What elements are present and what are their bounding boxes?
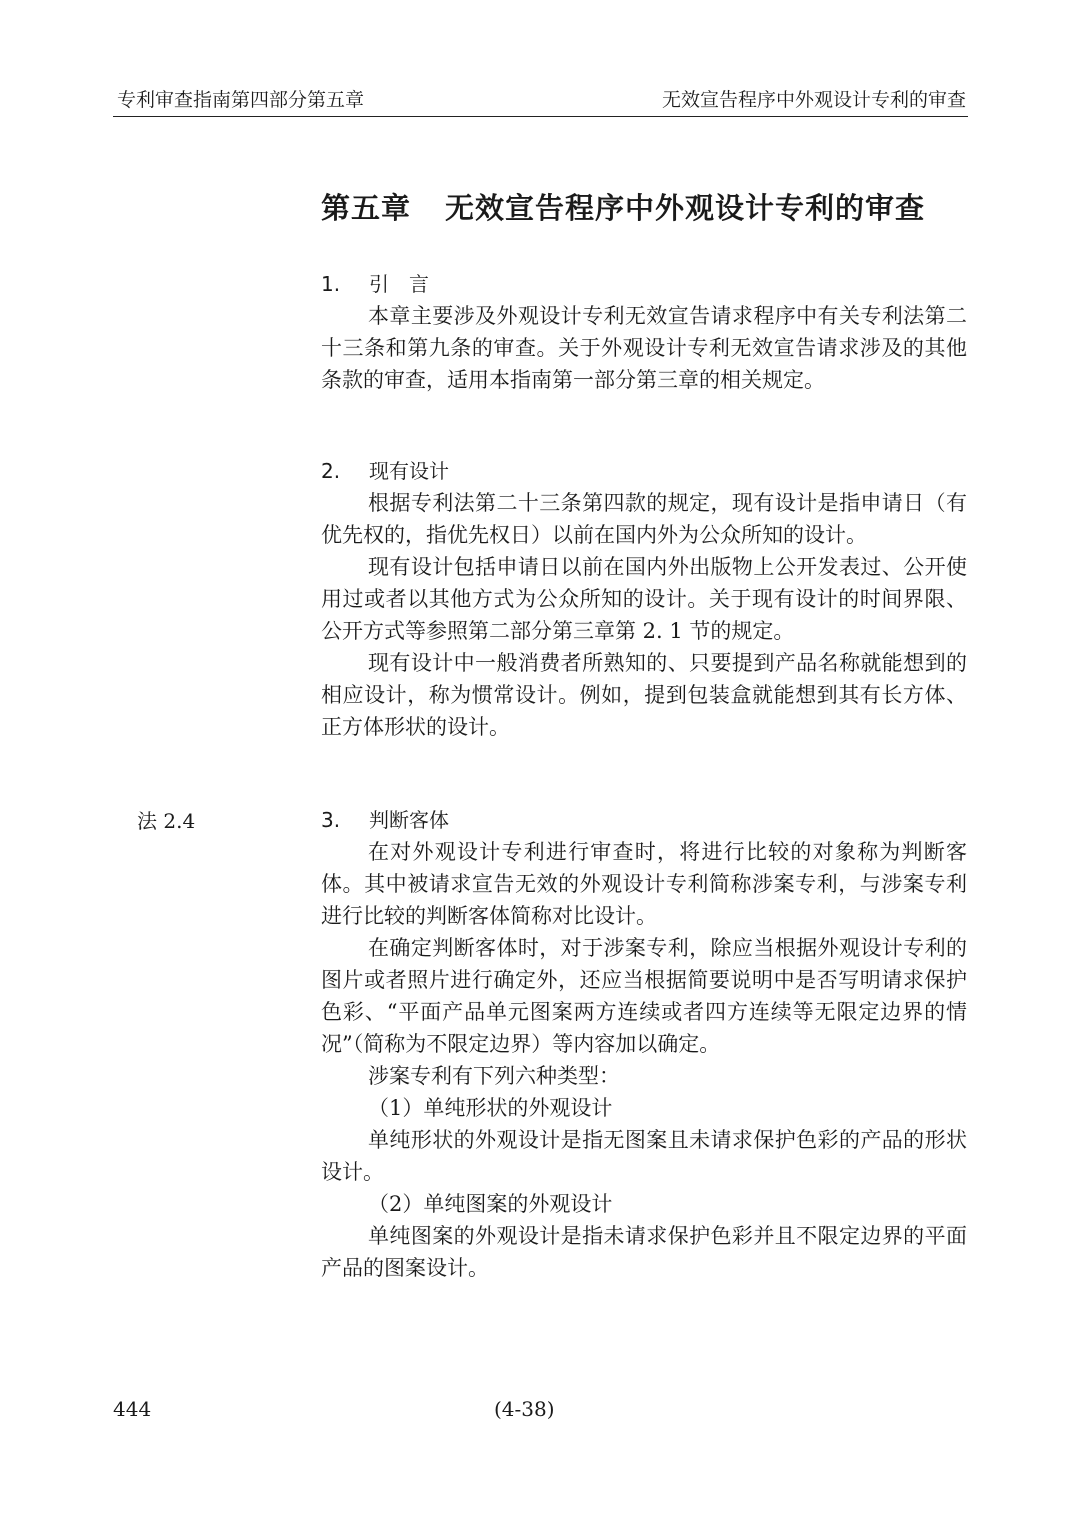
chapter-label: 第五章 (321, 191, 412, 225)
section-heading (321, 804, 967, 836)
paragraph: 本章主要涉及外观设计专利无效宣告请求程序中有关专利法第二十三条和第九条的审查。关于外观设计专利无效宣告请求涉及的其他条款的审查，适用本指南第一部分第三章的相关规定。 (321, 304, 967, 392)
paragraph: 现有设计包括申请日以前在国内外出版物上公开发表过、公开使用过或者以其他方式为公众所知的设计。关于现有设计的时间界限、公开方式等参照第二部分第三章第 2. 1 节的规定。 (321, 555, 967, 643)
paragraph: 在对外观设计专利进行审查时，将进行比较的对象称为判断客体。其中被请求宣告无效的外观设计专利简称涉案专利，与涉案专利进行比较的判断客体简称对比设计。 (321, 840, 967, 928)
section-number: 2. (321, 459, 341, 483)
section-number: 3. (321, 808, 341, 832)
paragraph: 单纯图案的外观设计是指未请求保护色彩并且不限定边界的平面产品的图案设计。 (321, 1224, 967, 1280)
section-2 (321, 455, 967, 743)
paragraph: 根据专利法第二十三条第四款的规定，现有设计是指申请日（有优先权的，指优先权日）以前在国内外为公众所知的设计。 (321, 491, 967, 547)
chapter-title (321, 188, 1021, 228)
paragraph: 在确定判断客体时，对于涉案专利，除应当根据外观设计专利的图片或者照片进行确定外，还应当根据简要说明中是否写明请求保护色彩、“平面产品单元图案两方连续或者四方连续等无限定边界的情况”（简称为不限定边界）等内容加以确定。 (321, 936, 967, 1056)
list-item-heading: （2）单纯图案的外观设计 (368, 1192, 613, 1216)
section-title: 现有设计 (369, 459, 449, 483)
part-page-number: (4-38) (494, 1397, 555, 1421)
section-title: 引 言 (369, 272, 429, 296)
section-number: 1. (321, 272, 341, 296)
page-number: 444 (113, 1397, 152, 1421)
chapter-title-text: 无效宣告程序中外观设计专利的审查 (445, 191, 926, 225)
paragraph: 单纯形状的外观设计是指无图案且未请求保护色彩的产品的形状设计。 (321, 1128, 967, 1184)
section-1 (321, 268, 967, 396)
paragraph: 涉案专利有下列六种类型： (368, 1064, 620, 1088)
running-header (113, 88, 968, 117)
section-3 (321, 804, 967, 1284)
running-header-right: 无效宣告程序中外观设计专利的审查 (661, 89, 966, 111)
running-header-left: 专利审查指南第四部分第五章 (117, 89, 365, 111)
margin-law-reference: 法 2.4 (137, 809, 196, 833)
paragraph: 现有设计中一般消费者所熟知的、只要提到产品名称就能想到的相应设计，称为惯常设计。例如，提到包装盒就能想到其有长方体、正方体形状的设计。 (321, 651, 967, 739)
list-item-heading: （1）单纯形状的外观设计 (368, 1096, 613, 1120)
section-title: 判断客体 (369, 808, 449, 832)
section-heading (321, 455, 967, 487)
section-heading (321, 268, 967, 300)
